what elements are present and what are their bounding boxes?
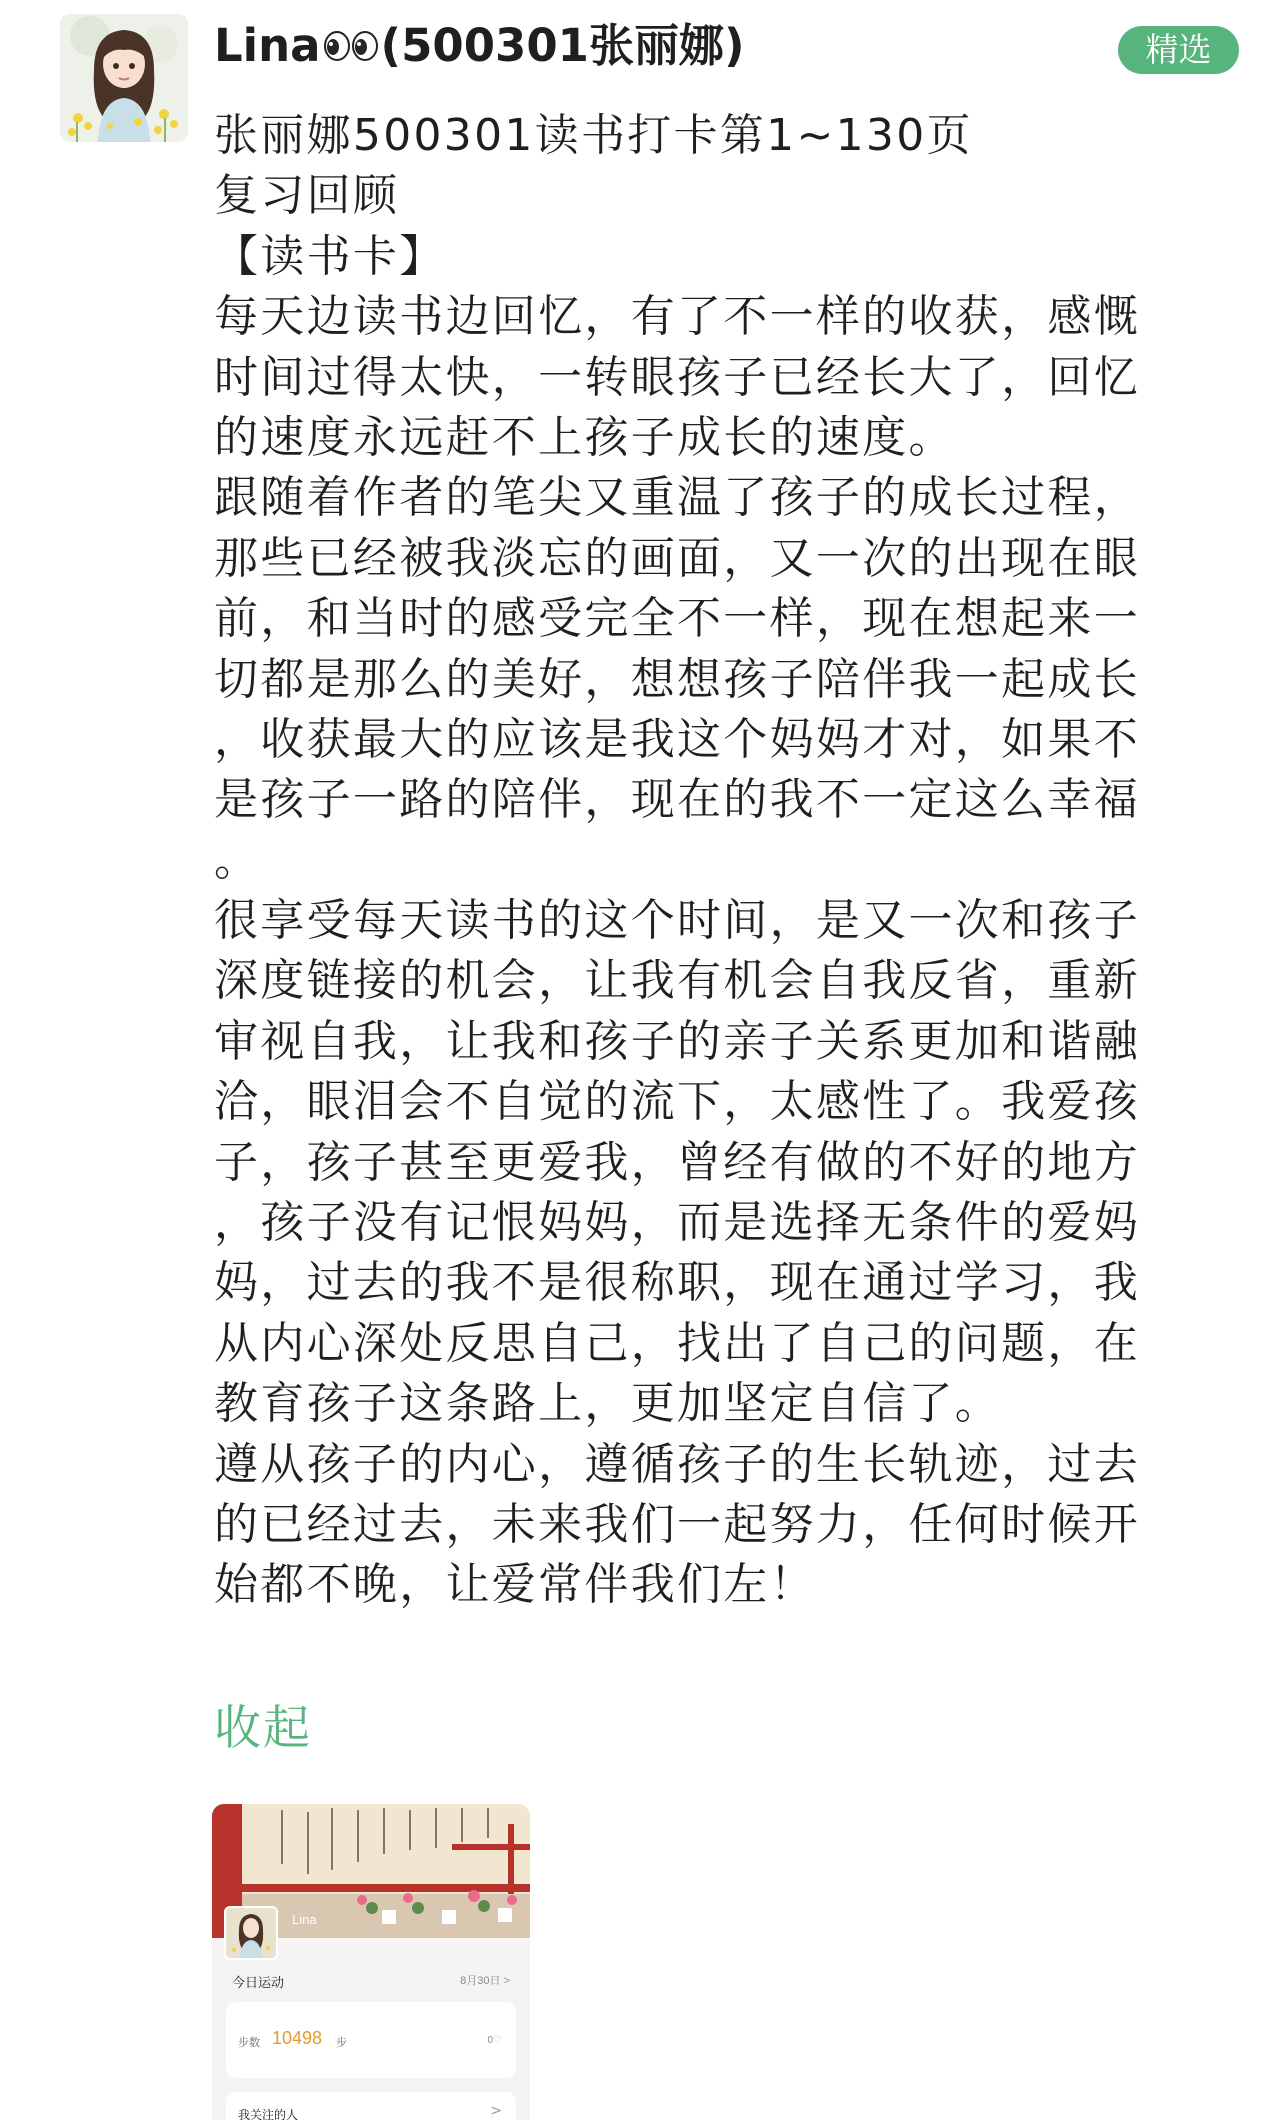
author-name[interactable] <box>214 12 745 83</box>
heart-icon: ♡ <box>493 2035 502 2046</box>
post-text-line: 遵从孩子的内心，遵循孩子的生长轨迹，过去 <box>214 1438 1140 1490</box>
post-text-line: 很享受每天读书的这个时间，是又一次和孩子 <box>214 895 1140 947</box>
author-avatar[interactable] <box>60 14 188 142</box>
post-text-line: 洽，眼泪会不自觉的流下，太感性了。我爱孩 <box>214 1076 1140 1128</box>
featured-badge: 精选 <box>1118 26 1239 74</box>
steps-value: 10498 <box>272 2028 323 2048</box>
post-text-line: 子，孩子甚至更爱我，曾经有做的不好的地方 <box>214 1136 1140 1188</box>
likes-count <box>487 2035 502 2046</box>
post-text-line: 是孩子一路的陪伴，现在的我不一定这么幸福 <box>214 774 1140 826</box>
likes-value: 0 <box>487 2035 494 2046</box>
steps-label: 步数 <box>238 2037 260 2049</box>
post-text-line: 始都不晚，让爱常伴我们左！ <box>214 1559 816 1611</box>
attached-image-today-label: 今日运动 <box>232 1975 285 1990</box>
post-text-line: 妈，过去的我不是很称职，现在通过学习，我 <box>214 1257 1140 1309</box>
eyes-emoji-icon <box>323 12 379 80</box>
post-text-line: 。 <box>214 834 261 886</box>
collapse-link[interactable]: 收起 <box>214 1701 312 1756</box>
attached-image-following-card <box>226 2092 516 2120</box>
chevron-right-icon: > <box>490 2103 502 2119</box>
post-text-line: 的速度永远赶不上孩子成长的速度。 <box>214 411 955 463</box>
attached-image-date: 8月30日 > <box>460 1975 510 1987</box>
post-text-line: 【读书卡】 <box>214 230 446 282</box>
post-text-line: 的已经过去，未来我们一起努力，任何时候开 <box>214 1498 1140 1550</box>
following-label: 我关注的人 <box>238 2108 299 2120</box>
attached-image[interactable] <box>212 1804 530 2120</box>
post-text-line: 深度链接的机会，让我有机会自我反省，重新 <box>214 955 1140 1007</box>
attached-image-avatar <box>224 1906 278 1960</box>
attached-image-name: Lina <box>292 1912 317 1927</box>
post-text-line: ，收获最大的应该是我这个妈妈才对，如果不 <box>214 713 1140 765</box>
post-text-line: 张丽娜500301读书打卡第1~130页 <box>214 110 973 161</box>
author-name-prefix: Lina <box>214 19 321 72</box>
post-text-line: 前，和当时的感受完全不一样，现在想起来一 <box>214 593 1140 645</box>
post-text-line: 时间过得太快，一转眼孩子已经长大了，回忆 <box>214 351 1140 403</box>
post-body <box>214 106 1204 1616</box>
post-text-line: ，孩子没有记恨妈妈，而是选择无条件的爱妈 <box>214 1197 1140 1249</box>
steps-unit: 步 <box>336 2037 347 2049</box>
post-text-line: 每天边读书边回忆，有了不一样的收获，感慨 <box>214 291 1140 343</box>
author-name-suffix: (500301张丽娜) <box>380 19 745 72</box>
post-text-line: 那些已经被我淡忘的画面，又一次的出现在眼 <box>214 532 1140 584</box>
post-text-line: 切都是那么的美好，想想孩子陪伴我一起成长 <box>214 653 1140 705</box>
post-text-line: 跟随着作者的笔尖又重温了孩子的成长过程， <box>214 472 1140 524</box>
post-text-line: 教育孩子这条路上，更加坚定自信了。 <box>214 1378 1002 1430</box>
post-text-line: 复习回顾 <box>214 170 400 222</box>
post-text-line: 审视自我，让我和孩子的亲子关系更加和谐融 <box>214 1015 1140 1067</box>
post-text-line: 从内心深处反思自己，找出了自己的问题，在 <box>214 1317 1140 1369</box>
attached-image-steps-card <box>226 2002 516 2078</box>
